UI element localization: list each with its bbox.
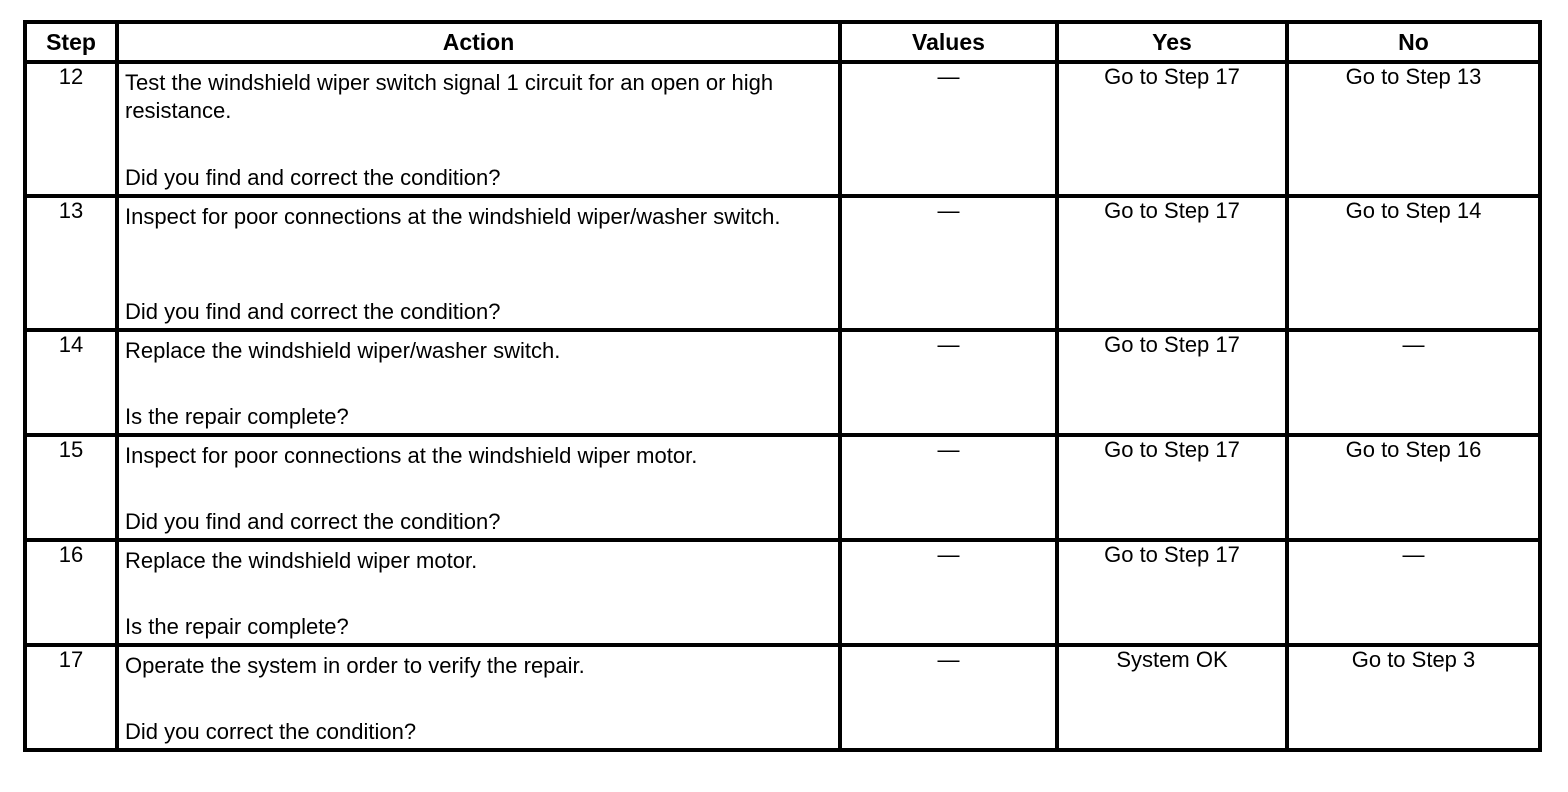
header-no: No xyxy=(1287,22,1540,62)
no-cell: Go to Step 3 xyxy=(1287,645,1540,750)
action-question: Did you find and correct the condition? xyxy=(125,509,501,534)
no-cell: Go to Step 13 xyxy=(1287,62,1540,196)
values-cell: — xyxy=(840,330,1057,435)
values-cell: — xyxy=(840,62,1057,196)
action-instruction: Operate the system in order to verify the repair. xyxy=(125,653,585,678)
step-number: 14 xyxy=(25,330,117,435)
values-cell: — xyxy=(840,435,1057,540)
table-row xyxy=(25,330,1540,435)
action-cell xyxy=(117,435,840,540)
header-action: Action xyxy=(117,22,840,62)
no-cell: Go to Step 14 xyxy=(1287,196,1540,330)
table-row xyxy=(25,435,1540,540)
table-row xyxy=(25,62,1540,196)
table-row xyxy=(25,196,1540,330)
header-row xyxy=(25,22,1540,62)
action-cell xyxy=(117,330,840,435)
step-number: 16 xyxy=(25,540,117,645)
yes-cell: Go to Step 17 xyxy=(1057,330,1287,435)
header-yes: Yes xyxy=(1057,22,1287,62)
no-cell: — xyxy=(1287,540,1540,645)
action-question: Did you correct the condition? xyxy=(125,719,417,744)
yes-cell: Go to Step 17 xyxy=(1057,62,1287,196)
yes-cell: Go to Step 17 xyxy=(1057,196,1287,330)
action-cell xyxy=(117,540,840,645)
action-instruction: Inspect for poor connections at the windshield wiper motor. xyxy=(125,443,698,468)
action-cell xyxy=(117,196,840,330)
step-number: 13 xyxy=(25,196,117,330)
values-cell: — xyxy=(840,540,1057,645)
action-question: Is the repair complete? xyxy=(125,404,349,429)
step-number: 12 xyxy=(25,62,117,196)
action-instruction: Test the windshield wiper switch signal 1 circuit for an open or high resistance. xyxy=(125,70,774,123)
table-row xyxy=(25,540,1540,645)
action-question: Did you find and correct the condition? xyxy=(125,165,501,190)
step-number: 17 xyxy=(25,645,117,750)
no-cell: Go to Step 16 xyxy=(1287,435,1540,540)
header-step: Step xyxy=(25,22,117,62)
action-instruction: Replace the windshield wiper/washer switch. xyxy=(125,338,561,363)
yes-cell: Go to Step 17 xyxy=(1057,435,1287,540)
yes-cell: Go to Step 17 xyxy=(1057,540,1287,645)
action-question: Is the repair complete? xyxy=(125,614,349,639)
header-values: Values xyxy=(840,22,1057,62)
action-cell xyxy=(117,62,840,196)
values-cell: — xyxy=(840,645,1057,750)
diagnostic-table xyxy=(23,20,1542,752)
action-instruction: Replace the windshield wiper motor. xyxy=(125,548,478,573)
yes-cell: System OK xyxy=(1057,645,1287,750)
table-row xyxy=(25,645,1540,750)
action-cell xyxy=(117,645,840,750)
values-cell: — xyxy=(840,196,1057,330)
step-number: 15 xyxy=(25,435,117,540)
action-instruction: Inspect for poor connections at the windshield wiper/washer switch. xyxy=(125,204,781,229)
no-cell: — xyxy=(1287,330,1540,435)
action-question: Did you find and correct the condition? xyxy=(125,299,501,324)
